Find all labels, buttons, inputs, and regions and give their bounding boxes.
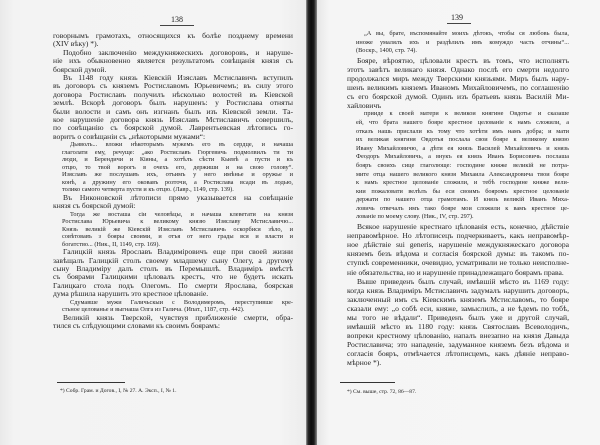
text-line: шенъ великимъ княземъ Иваномъ Михайловичемъ, по соглашенію: [347, 83, 569, 93]
text-line: Феодоръ Михайловичь, а внукъ ея князь Иванъ Борисовичь послаша: [356, 153, 569, 161]
text-line: были волости и самъ онъ изгнанъ былъ изъ Кіевской земли. Та-: [53, 107, 293, 116]
quotation: [347, 30, 569, 56]
text-line: договора Ростиславъ получилъ нѣсколько волостей въ Кіевской: [53, 90, 293, 99]
text-line: ловичь отвечалъ имъ тако бояре мои сложили к вамъ крестное це-: [356, 204, 569, 212]
text-line: землѣ. Вскорѣ договоръ былъ нарушенъ: у Ростислава отняты: [53, 99, 293, 108]
page-body: [347, 30, 569, 368]
text-line: сыну Владиміру далъ столъ въ Перемышлѣ. Владиміръ вмѣстѣ: [53, 264, 293, 273]
text-line: заключенный имъ съ Кіевскимъ княземъ Мстиславомъ, то бояре: [347, 294, 569, 304]
text-line: съ его боярской думой. Одинъ изъ братьевъ князь Василій Ми-: [347, 92, 569, 102]
text-line: тился съ слѣдующими словами къ своимъ боярамъ:: [53, 321, 220, 330]
text-line: Сдумавше мужи Галичьскыи с Володимеромъ, переступивше кре-: [70, 298, 293, 306]
text-line: Въ 1148 году князь Кіевскій Изяславъ Мстиславичъ вступилъ: [63, 74, 293, 83]
text-line: держати по нашего отца грамотамъ. И князь великій Иванъ Миха-: [356, 196, 569, 204]
text-line: иноже умалялъ ихъ и раздѣлилъ имъ комуждо часть отчины“...: [356, 38, 569, 46]
text-line: мите отца нашего великого князя Михаила Александровича твои бояре: [356, 170, 569, 178]
text-line: люди, и Берендичи и Кіяны, а хотѣлъ сѣсти Кыевѣ а пусти и къ: [62, 156, 293, 164]
text-line: завѣщалъ Галицкій столъ своему младшему сыну Олегу, а другому: [53, 256, 293, 265]
text-line: Тогда же восташа сіи человѣцы, и начаша клеветати на князя: [70, 210, 293, 218]
book-gutter: [306, 0, 317, 445]
text-line: Ростиславича; это нападеніе, задуманное княземъ безъ вѣдома и: [347, 340, 569, 350]
text-line: ей, что брата нашего бояре крестное целованіе к намъ сложили, а: [356, 118, 569, 126]
text-line: Ростислава Юрьевича к великому князю Изяславу Мстиславичю...: [62, 218, 293, 226]
text-line: когда князь Владиміръ Мстиславичъ задумалъ нарушить договоръ,: [347, 285, 569, 295]
quotation: [53, 211, 293, 249]
text-line: Выше приведенъ былъ случай, имѣвшій мѣсто въ 1169 году:: [357, 276, 569, 286]
quotation: [347, 110, 569, 222]
text-line: этотъ завѣтъ великаго князя. Однако послѣ его смерти недолго: [347, 64, 569, 74]
quotation: [53, 299, 293, 314]
text-line: вопреки крестному цѣлованію, напалъ внезапно на князя Давыда: [347, 331, 569, 341]
paragraph: [53, 32, 293, 49]
page-number-rule: [447, 23, 471, 24]
text-line: конѣ, а дружину его оковавъ розточи, а Ростислава всади въ лодью,: [62, 178, 293, 186]
text-line: хайловичъ: [347, 101, 382, 111]
paragraph: [53, 314, 293, 331]
text-line: дума рѣшила нарушить это крестное цѣлованіе.: [53, 290, 209, 299]
paragraph: [53, 49, 293, 74]
text-line: (XIV вѣку) *).: [53, 40, 99, 49]
text-line: к намъ крестное целованіе сложили, и тебѣ господине княже вели-: [356, 179, 569, 187]
text-line: Ивану Михайловичю, а дѣти ея князь Василей Михайловичь и князь: [356, 144, 569, 152]
page-number: 138: [171, 15, 183, 24]
text-line: по совѣщанію съ боярской думой. Лаврентьевская лѣтопись го-: [53, 124, 293, 133]
quotation: [53, 141, 293, 194]
text-line: бояръ своихъ сице глаголюще: господине княже великій не потра-: [356, 161, 569, 169]
text-line: отказъ нашь прислали къ тому что хотѣти имъ намъ добра; и мати: [356, 127, 569, 135]
text-line: глаголати ему, речуще: „ако Ростиславъ Гюргевичь подмолвилъ ти ти: [62, 148, 293, 156]
paragraph: [53, 248, 293, 298]
footnote: *) См. выше, стр. 72, 86—87.: [347, 389, 417, 395]
text-line: имѣвшій мѣсто въ 1180 году: князь Святославъ Всеволодичъ,: [347, 322, 569, 332]
text-line: стьное целованье и выгнаша Олга из Галича. (Ипат., 1187, стр. 442).: [62, 306, 245, 314]
text-line: прииде к своей матери к великои княгине Овдотье и сказаше: [364, 110, 569, 118]
text-line: съ боярами Галицкими цѣловалъ крестъ, что не будетъ искать: [53, 273, 293, 282]
text-line: богатство... (Ник., II, 1149, стр. 169).: [62, 240, 161, 248]
footnote-rule: [340, 382, 395, 383]
text-line: княземъ безъ вѣдома и согласія боярской думы: въ такомъ по-: [347, 249, 569, 259]
page-number-rule: [160, 25, 194, 26]
text-line: лованіе по моему слову. (Ник., IV, стр. 297).: [356, 213, 474, 221]
text-line: ніе обязательства, но и нарушеніе принадлежащаго боярамъ права.: [347, 267, 564, 277]
text-line: сказали ему: „о собѣ еси, княже, замыслилъ, а не ѣдемъ по тобѣ,: [347, 303, 569, 313]
text-line: ніе ихъ обыкновенно является результатомъ совѣщанія князя съ: [53, 57, 293, 66]
footnote-rule: [57, 382, 125, 383]
text-line: согласія бояръ, отмѣчается лѣтописцемъ, какъ дѣяніе неправо-: [347, 349, 569, 359]
paragraph: [53, 194, 293, 211]
paragraph: [347, 222, 569, 277]
page-body: [53, 32, 293, 330]
text-line: мѣрное *).: [347, 358, 382, 368]
text-line: „А вы, брате, въспомянайте моихъ дѣтокъ, чтобы ся любовь была,: [364, 30, 569, 37]
text-line: Великій князь Тверской, чувствуя приближеніе смерти, обра-: [63, 313, 293, 322]
right-page: [317, 0, 600, 445]
text-line: говорнымъ грамотахъ, относящихся къ болѣе позднему времени: [53, 32, 293, 40]
text-line: ное дѣйствіе sui generis, нарушеніе междукняжескаго договора: [347, 240, 569, 250]
text-line: Галицкаго стола подъ Олегомъ. По смерти Ярослава, боярская: [53, 281, 293, 290]
text-line: Изяславъ же послушавъ ихъ, отъимъ у него имѣнье и оружье и: [62, 171, 293, 179]
text-line: продолжался миръ между Тверскими князьями. Миръ былъ нару-: [347, 73, 569, 83]
paragraph: [347, 277, 569, 368]
text-line: совѣтовавъ з бояры своими, и отъя от него грады вся и власти и: [62, 233, 293, 241]
paragraph: [53, 74, 293, 141]
text-line: Галицкій князь Ярославъ Владиміровичъ еще при своей жизни: [63, 248, 293, 257]
text-line: Въ Никоновской лѣтописи прямо указывается на совѣщаніе: [63, 193, 293, 202]
paragraph: [347, 56, 569, 111]
text-line: въ договоръ съ княземъ Ростиславомъ Юрьевичемъ; въ силу этого: [53, 82, 293, 91]
text-line: кое нарушеніе договора князь Изяславъ Мстиславичъ совершилъ,: [53, 116, 293, 125]
text-line: Бояре, вѣроятно, цѣловали крестъ въ томъ, что исполнятъ: [357, 55, 569, 65]
text-line: неправомѣрное. Но лѣтописецъ подчеркиваетъ, какъ неправомѣр-: [347, 231, 569, 241]
text-line: воритъ о совѣщаніи съ „нѣкоторыми мужами“:: [53, 132, 206, 141]
text-line: отцю, то твой ворогъ в очехъ его, держиши и на свою голову“.: [62, 163, 293, 171]
footnote: *) Собр. Грам. и Догов., I, № 27. А. Эксп., I, № 1.: [60, 388, 177, 394]
text-line: ступкѣ современники, очевидно, усматривали не только неисполне-: [347, 258, 569, 268]
text-line: их великая княгиня Овдотья послала свои бояре к великому князю: [356, 136, 569, 144]
text-line: князя съ боярской думой:: [53, 202, 136, 211]
text-line: Подобно заключенію междукняжескихъ договоровъ, и наруше-: [63, 48, 293, 57]
text-line: мы того не вѣдали“. Приведенъ былъ уже и другой случай,: [347, 313, 569, 322]
text-line: толико самого четверта пусти и къ отцю. (Лавр., 1149, стр. 139).: [62, 186, 234, 194]
text-line: Всякое нарушеніе крестнаго цѣлованія есть, конечно, дѣйствіе: [357, 222, 569, 232]
text-line: Дьяволъ... вложи нѣкоторымъ мужемъ его въ сердце, и начаша: [70, 141, 293, 149]
page-number: 139: [451, 13, 463, 22]
text-line: Князь великій же Кіевскій Изяславъ Мстиславичь оскорбися зѣло, и: [62, 225, 293, 233]
text-line: боярской думой.: [53, 65, 107, 74]
text-line: кии пожаловати велѣлъ бы еси своимъ бояромъ крестное целованіе: [356, 187, 569, 195]
text-line: (Воскр., 1400, стр. 74).: [356, 47, 417, 55]
